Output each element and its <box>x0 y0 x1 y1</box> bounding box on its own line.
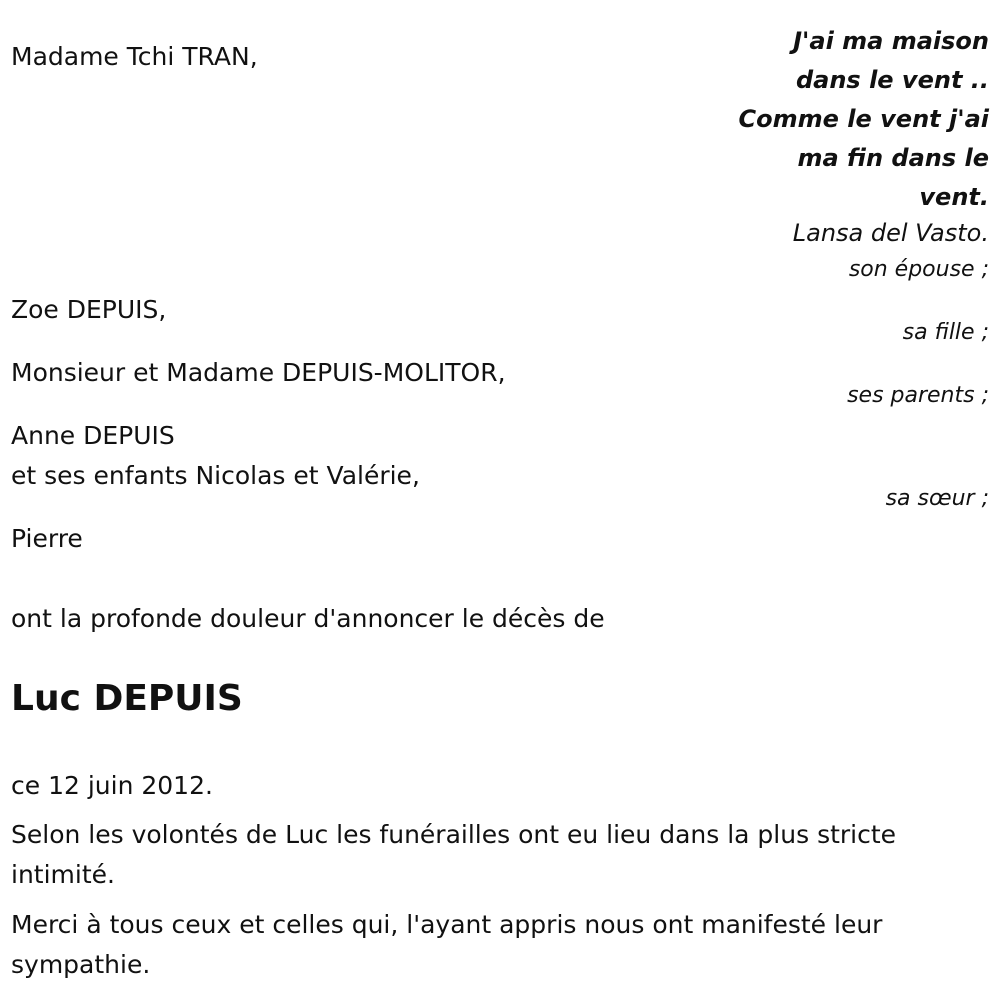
role-sister: sa sœur ; <box>885 486 989 511</box>
recipient-name: Madame Tchi TRAN, <box>11 42 258 71</box>
poem-line: ma fin dans le <box>797 144 989 172</box>
thanks-line1: Merci à tous ceux et celles qui, l'ayant appris nous ont manifesté leur <box>11 910 883 939</box>
role-daughter: sa fille ; <box>902 320 989 345</box>
poem-line: Comme le vent j'ai <box>738 105 989 133</box>
deceased-name: Luc DEPUIS <box>11 678 243 719</box>
family-other: Pierre <box>11 524 83 553</box>
family-sister-line1: Anne DEPUIS <box>11 421 175 450</box>
poem-author: Lansa del Vasto. <box>792 219 989 247</box>
family-parents: Monsieur et Madame DEPUIS-MOLITOR, <box>11 358 506 387</box>
poem-line: J'ai ma maison <box>793 27 989 55</box>
poem-line: vent. <box>919 183 989 211</box>
funeral-line2: intimité. <box>11 860 115 889</box>
announcement-text: ont la profonde douleur d'annoncer le décès de <box>11 604 605 633</box>
family-daughter: Zoe DEPUIS, <box>11 295 167 324</box>
role-spouse: son épouse ; <box>848 257 989 282</box>
funeral-line1: Selon les volontés de Luc les funérailles ont eu lieu dans la plus stricte <box>11 820 897 849</box>
family-sister-line2: et ses enfants Nicolas et Valérie, <box>11 461 420 490</box>
role-parents: ses parents ; <box>847 383 989 408</box>
poem-line: dans le vent .. <box>795 66 989 94</box>
poem <box>689 22 989 217</box>
thanks-line2: sympathie. <box>11 950 151 979</box>
death-date: ce 12 juin 2012. <box>11 771 213 800</box>
